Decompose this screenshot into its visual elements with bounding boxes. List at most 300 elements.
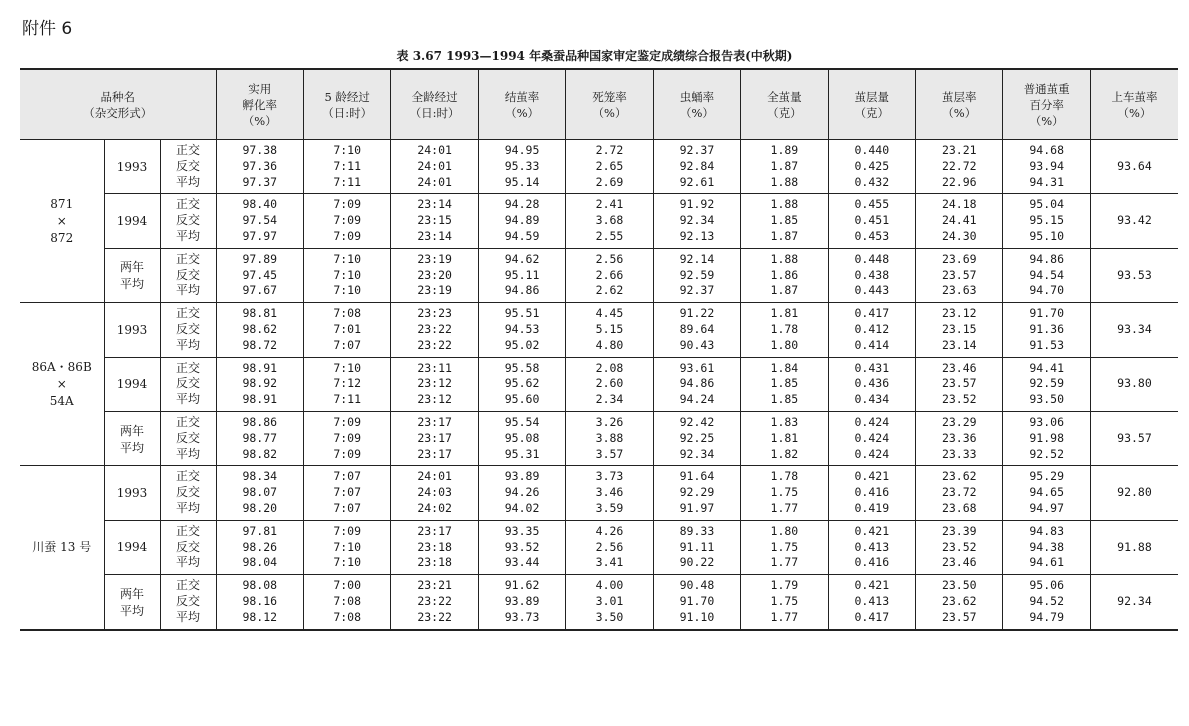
cross-type-line: 反交 [176, 321, 201, 336]
cart-rate-cell [1090, 140, 1178, 194]
value-line: 0.414 [854, 337, 890, 352]
value-line: 94.86 [504, 283, 540, 298]
cross-type-line: 正交 [176, 251, 201, 266]
value-line: 0.421 [854, 469, 890, 484]
value-line: 1.75 [770, 539, 799, 554]
column-header [828, 69, 915, 140]
value-line: 95.02 [504, 337, 540, 352]
cross-type-line: 反交 [176, 539, 201, 554]
variety-name [20, 140, 104, 303]
value-line: 2.60 [595, 376, 624, 391]
column-header [216, 69, 303, 140]
cross-type-line: 正交 [176, 360, 201, 375]
table-caption: 表 3.67 1993—1994 年桑蚕品种国家审定鉴定成绩综合报告表(中秋期) [396, 49, 793, 63]
value-line: 7:10 [333, 360, 362, 375]
value-cell [391, 140, 478, 194]
value-line: 23.46 [941, 360, 977, 375]
value-cell [916, 248, 1003, 302]
value-cell [478, 466, 565, 520]
value-line: 1.85 [770, 213, 799, 228]
value-cell [303, 575, 390, 630]
value-line: 92.34 [679, 213, 715, 228]
value-cell [1003, 575, 1090, 630]
value-cell [566, 140, 653, 194]
cart-rate-value: 93.34 [1117, 321, 1152, 336]
value-line: 7:09 [333, 523, 362, 538]
value-line: 7:10 [333, 539, 362, 554]
value-cell [916, 520, 1003, 574]
value-line: 98.40 [242, 197, 278, 212]
value-line: 24:01 [417, 158, 452, 173]
value-line: 7:07 [333, 469, 362, 484]
cross-type-cell [160, 303, 216, 357]
value-line: 23.69 [941, 251, 977, 266]
value-line: 23.52 [941, 539, 977, 554]
value-cell [916, 411, 1003, 465]
value-line: 94.86 [1029, 251, 1064, 266]
value-line: 1.83 [770, 414, 799, 429]
cross-type-line: 正交 [176, 523, 201, 538]
value-line: 7:10 [333, 555, 362, 570]
value-line: 4.00 [595, 578, 624, 593]
value-cell [653, 411, 740, 465]
value-cell [478, 357, 565, 411]
value-line: 91.98 [1029, 430, 1064, 445]
value-line: 94.97 [1029, 500, 1064, 515]
value-line: 94.26 [504, 485, 540, 500]
value-line: 0.436 [854, 376, 890, 391]
cross-type-line: 反交 [176, 267, 201, 282]
cross-type-cell [160, 140, 216, 194]
value-cell [653, 194, 740, 248]
value-line: 7:09 [333, 446, 362, 461]
value-line: 3.88 [595, 430, 624, 445]
column-header-line: （%） [679, 105, 714, 120]
value-line: 92.34 [679, 446, 715, 461]
value-line: 23.33 [941, 446, 977, 461]
value-line: 23.62 [941, 469, 977, 484]
value-line: 7:09 [333, 414, 362, 429]
value-cell [216, 248, 303, 302]
column-header-line: （%） [1117, 105, 1152, 120]
value-line: 24:01 [417, 469, 452, 484]
value-cell [741, 194, 828, 248]
value-line: 23:18 [417, 555, 452, 570]
column-header-line: 茧层率 [942, 89, 977, 104]
value-line: 24.30 [941, 228, 977, 243]
value-line: 98.92 [242, 376, 278, 391]
value-line: 93.50 [1029, 392, 1064, 407]
value-cell [741, 575, 828, 630]
value-line: 1.82 [770, 446, 799, 461]
value-cell [653, 248, 740, 302]
value-line: 93.44 [504, 555, 540, 570]
value-line: 1.80 [770, 337, 799, 352]
value-line: 95.06 [1029, 578, 1064, 593]
value-line: 0.455 [854, 197, 890, 212]
value-line: 7:11 [333, 158, 362, 173]
value-line: 0.425 [854, 158, 890, 173]
value-line: 0.432 [854, 174, 890, 189]
value-line: 3.26 [595, 414, 624, 429]
value-cell [1003, 411, 1090, 465]
value-cell [916, 466, 1003, 520]
variety-name-line: 54A [49, 393, 74, 408]
value-line: 90.43 [679, 337, 715, 352]
value-line: 3.57 [595, 446, 624, 461]
column-header-line: 百分率 [1029, 97, 1064, 112]
value-line: 23.39 [941, 523, 977, 538]
value-cell [303, 140, 390, 194]
value-line: 7:07 [333, 337, 362, 352]
value-line: 0.424 [854, 414, 890, 429]
column-header [1090, 69, 1178, 140]
value-line: 23.14 [941, 337, 977, 352]
value-line: 23.50 [941, 578, 977, 593]
value-line: 94.83 [1029, 523, 1064, 538]
value-cell [216, 411, 303, 465]
value-line: 1.81 [770, 306, 799, 321]
cart-rate-cell [1090, 411, 1178, 465]
value-line: 97.36 [242, 158, 278, 173]
variety-name-line: × [56, 376, 67, 391]
value-cell [741, 411, 828, 465]
value-line: 1.81 [770, 430, 799, 445]
value-line: 1.80 [770, 523, 799, 538]
value-line: 94.89 [504, 213, 540, 228]
value-cell [566, 520, 653, 574]
value-line: 92.37 [679, 143, 715, 157]
value-line: 90.48 [679, 578, 715, 593]
value-cell [828, 520, 915, 574]
cross-type-line: 正交 [176, 306, 201, 321]
value-line: 23:17 [417, 446, 452, 461]
value-line: 3.01 [595, 593, 624, 608]
value-line: 23:22 [417, 321, 452, 336]
value-line: 94.54 [1029, 267, 1064, 282]
value-line: 94.61 [1029, 555, 1064, 570]
cart-rate-cell [1090, 466, 1178, 520]
value-line: 93.89 [504, 469, 540, 484]
value-cell [566, 194, 653, 248]
value-line: 7:09 [333, 228, 362, 243]
value-line: 95.15 [1029, 213, 1064, 228]
cross-type-line: 平均 [176, 174, 201, 189]
year-cell [104, 411, 160, 465]
value-line: 97.45 [242, 267, 278, 282]
value-line: 2.72 [595, 143, 624, 157]
value-cell [828, 466, 915, 520]
cross-type-line: 反交 [176, 376, 201, 391]
value-line: 0.451 [854, 213, 890, 228]
value-cell [391, 248, 478, 302]
value-line: 98.91 [242, 360, 278, 375]
value-line: 2.56 [595, 251, 624, 266]
value-line: 98.91 [242, 392, 278, 407]
value-line: 4.45 [595, 306, 624, 321]
value-line: 3.68 [595, 213, 624, 228]
value-cell [216, 357, 303, 411]
value-line: 0.421 [854, 523, 890, 538]
cart-rate-value: 93.53 [1117, 267, 1152, 282]
variety-name [20, 303, 104, 466]
value-line: 23:18 [417, 539, 452, 554]
value-cell [566, 575, 653, 630]
column-header-line: （杂交形式） [83, 105, 153, 120]
value-cell [653, 466, 740, 520]
value-cell [1003, 248, 1090, 302]
value-line: 1.79 [770, 578, 799, 593]
value-line: 95.58 [504, 360, 540, 375]
value-cell [828, 140, 915, 194]
value-cell [303, 520, 390, 574]
value-line: 3.50 [595, 609, 624, 624]
value-line: 24:01 [417, 143, 452, 157]
cross-type-line: 反交 [176, 213, 201, 228]
value-line: 97.38 [242, 143, 278, 157]
table-body [20, 140, 1178, 630]
value-line: 23:20 [417, 267, 452, 282]
value-cell [741, 466, 828, 520]
column-header-line: 上车茧率 [1111, 89, 1158, 104]
value-line: 2.65 [595, 158, 624, 173]
value-cell [303, 248, 390, 302]
value-line: 91.70 [679, 593, 715, 608]
value-line: 1.75 [770, 485, 799, 500]
value-line: 98.08 [242, 578, 278, 593]
value-cell [478, 411, 565, 465]
value-cell [303, 411, 390, 465]
value-cell [741, 248, 828, 302]
value-line: 94.62 [504, 251, 540, 266]
cart-rate-cell [1090, 248, 1178, 302]
table-row [20, 357, 1178, 411]
value-line: 24:01 [417, 174, 452, 189]
value-line: 94.68 [1029, 143, 1064, 157]
cross-type-line: 平均 [176, 446, 201, 461]
value-cell [916, 357, 1003, 411]
value-line: 2.08 [595, 360, 624, 375]
column-header [566, 69, 653, 140]
value-cell [303, 466, 390, 520]
cross-type-cell [160, 194, 216, 248]
value-line: 2.56 [595, 539, 624, 554]
variety-name-line: 86A・86B [31, 359, 92, 374]
value-cell [216, 140, 303, 194]
value-line: 91.10 [679, 609, 715, 624]
cross-type-line: 正交 [176, 143, 201, 157]
value-line: 1.87 [770, 158, 799, 173]
value-line: 94.79 [1029, 609, 1064, 624]
column-header-line: （日:时） [409, 105, 460, 120]
column-header-line: （%） [242, 113, 277, 128]
value-line: 92.14 [679, 251, 715, 266]
value-line: 98.26 [242, 539, 278, 554]
column-header-line: 5 龄经过 [324, 89, 370, 104]
value-cell [391, 466, 478, 520]
value-line: 94.65 [1029, 485, 1064, 500]
cross-type-line: 反交 [176, 593, 201, 608]
cross-type-line: 正交 [176, 197, 201, 212]
cart-rate-value: 92.80 [1117, 485, 1152, 500]
value-cell [566, 466, 653, 520]
value-cell [566, 303, 653, 357]
value-line: 0.443 [854, 283, 890, 298]
value-line: 91.62 [504, 578, 540, 593]
value-line: 0.419 [854, 500, 890, 515]
column-header-line: （%） [942, 105, 977, 120]
value-line: 91.53 [1029, 337, 1064, 352]
year-line: 1993 [116, 159, 148, 174]
value-cell [478, 194, 565, 248]
year-line: 两年 [119, 586, 144, 601]
value-line: 3.41 [595, 555, 624, 570]
value-cell [478, 303, 565, 357]
value-line: 91.92 [679, 197, 715, 212]
variety-name-line: 871 [50, 196, 74, 211]
year-line: 平均 [119, 603, 144, 618]
cart-rate-cell [1090, 194, 1178, 248]
cross-type-cell [160, 466, 216, 520]
value-line: 94.02 [504, 500, 540, 515]
value-line: 98.81 [242, 306, 278, 321]
value-line: 92.84 [679, 158, 715, 173]
value-line: 92.25 [679, 430, 715, 445]
value-line: 3.59 [595, 500, 624, 515]
year-cell [104, 575, 160, 630]
value-line: 7:09 [333, 213, 362, 228]
value-line: 1.88 [770, 174, 799, 189]
value-cell [566, 248, 653, 302]
value-cell [478, 520, 565, 574]
cross-type-cell [160, 520, 216, 574]
value-line: 94.41 [1029, 360, 1064, 375]
value-line: 23.57 [941, 376, 977, 391]
cart-rate-cell [1090, 520, 1178, 574]
value-line: 23.29 [941, 414, 977, 429]
value-cell [653, 303, 740, 357]
year-cell [104, 520, 160, 574]
value-line: 7:10 [333, 251, 362, 266]
cross-type-cell [160, 411, 216, 465]
value-line: 7:09 [333, 197, 362, 212]
column-header [478, 69, 565, 140]
value-line: 0.424 [854, 430, 890, 445]
column-header [303, 69, 390, 140]
value-line: 93.73 [504, 609, 540, 624]
column-header-line: 死笼率 [592, 89, 627, 104]
value-line: 98.82 [242, 446, 278, 461]
value-line: 0.440 [854, 143, 890, 157]
value-line: 3.73 [595, 469, 624, 484]
cross-type-line: 反交 [176, 430, 201, 445]
column-header-line: 茧层量 [854, 89, 890, 104]
column-header-line: 全龄经过 [411, 89, 458, 104]
year-line: 1993 [116, 322, 148, 337]
value-line: 98.86 [242, 414, 278, 429]
value-line: 92.13 [679, 228, 715, 243]
value-line: 23.52 [941, 392, 977, 407]
value-line: 98.07 [242, 485, 278, 500]
value-cell [391, 194, 478, 248]
value-line: 7:09 [333, 430, 362, 445]
value-line: 89.33 [679, 523, 715, 538]
value-line: 0.438 [854, 267, 890, 282]
value-line: 1.75 [770, 593, 799, 608]
value-line: 23.15 [941, 321, 977, 336]
value-cell [1003, 140, 1090, 194]
value-line: 23.46 [941, 555, 977, 570]
value-line: 97.67 [242, 283, 278, 298]
value-cell [741, 140, 828, 194]
column-header [916, 69, 1003, 140]
value-line: 1.87 [770, 228, 799, 243]
value-cell [828, 303, 915, 357]
column-header-line: 虫蛹率 [679, 89, 715, 104]
column-header-line: 普通茧重 [1023, 81, 1070, 96]
value-line: 23:17 [417, 414, 452, 429]
value-line: 7:10 [333, 283, 362, 298]
value-line: 23:14 [417, 197, 452, 212]
value-line: 23.57 [941, 609, 977, 624]
cart-rate-cell [1090, 575, 1178, 630]
year-cell [104, 357, 160, 411]
value-line: 91.64 [679, 469, 715, 484]
value-line: 93.89 [504, 593, 540, 608]
cart-rate-value: 93.57 [1117, 430, 1152, 445]
value-line: 93.35 [504, 523, 540, 538]
cart-rate-cell [1090, 303, 1178, 357]
cart-rate-cell [1090, 357, 1178, 411]
value-line: 0.416 [854, 555, 890, 570]
value-cell [216, 466, 303, 520]
value-line: 0.412 [854, 321, 890, 336]
year-line: 1994 [116, 214, 148, 229]
value-line: 1.87 [770, 283, 799, 298]
variety-name-line: 川蚕 13 号 [32, 539, 92, 554]
value-line: 0.434 [854, 392, 890, 407]
year-cell [104, 248, 160, 302]
value-line: 89.64 [679, 321, 715, 336]
table-row [20, 140, 1178, 194]
value-line: 91.11 [679, 539, 715, 554]
report-table [20, 68, 1178, 631]
value-line: 94.31 [1029, 174, 1064, 189]
value-line: 0.416 [854, 485, 890, 500]
value-line: 94.95 [504, 143, 540, 157]
value-line: 1.85 [770, 392, 799, 407]
value-cell [916, 575, 1003, 630]
value-cell [391, 303, 478, 357]
year-line: 1994 [116, 377, 148, 392]
value-line: 23.36 [941, 430, 977, 445]
value-line: 4.26 [595, 523, 624, 538]
value-line: 91.97 [679, 500, 715, 515]
table-row [20, 411, 1178, 465]
value-line: 92.42 [679, 414, 715, 429]
value-line: 91.22 [679, 306, 715, 321]
value-line: 0.417 [854, 306, 890, 321]
value-line: 23:12 [417, 376, 452, 391]
cross-type-line: 平均 [176, 392, 201, 407]
value-line: 94.28 [504, 197, 540, 212]
value-cell [741, 520, 828, 574]
cross-type-cell [160, 248, 216, 302]
value-cell [1003, 520, 1090, 574]
value-line: 23:17 [417, 523, 452, 538]
value-line: 4.80 [595, 337, 624, 352]
column-header [1003, 69, 1090, 140]
